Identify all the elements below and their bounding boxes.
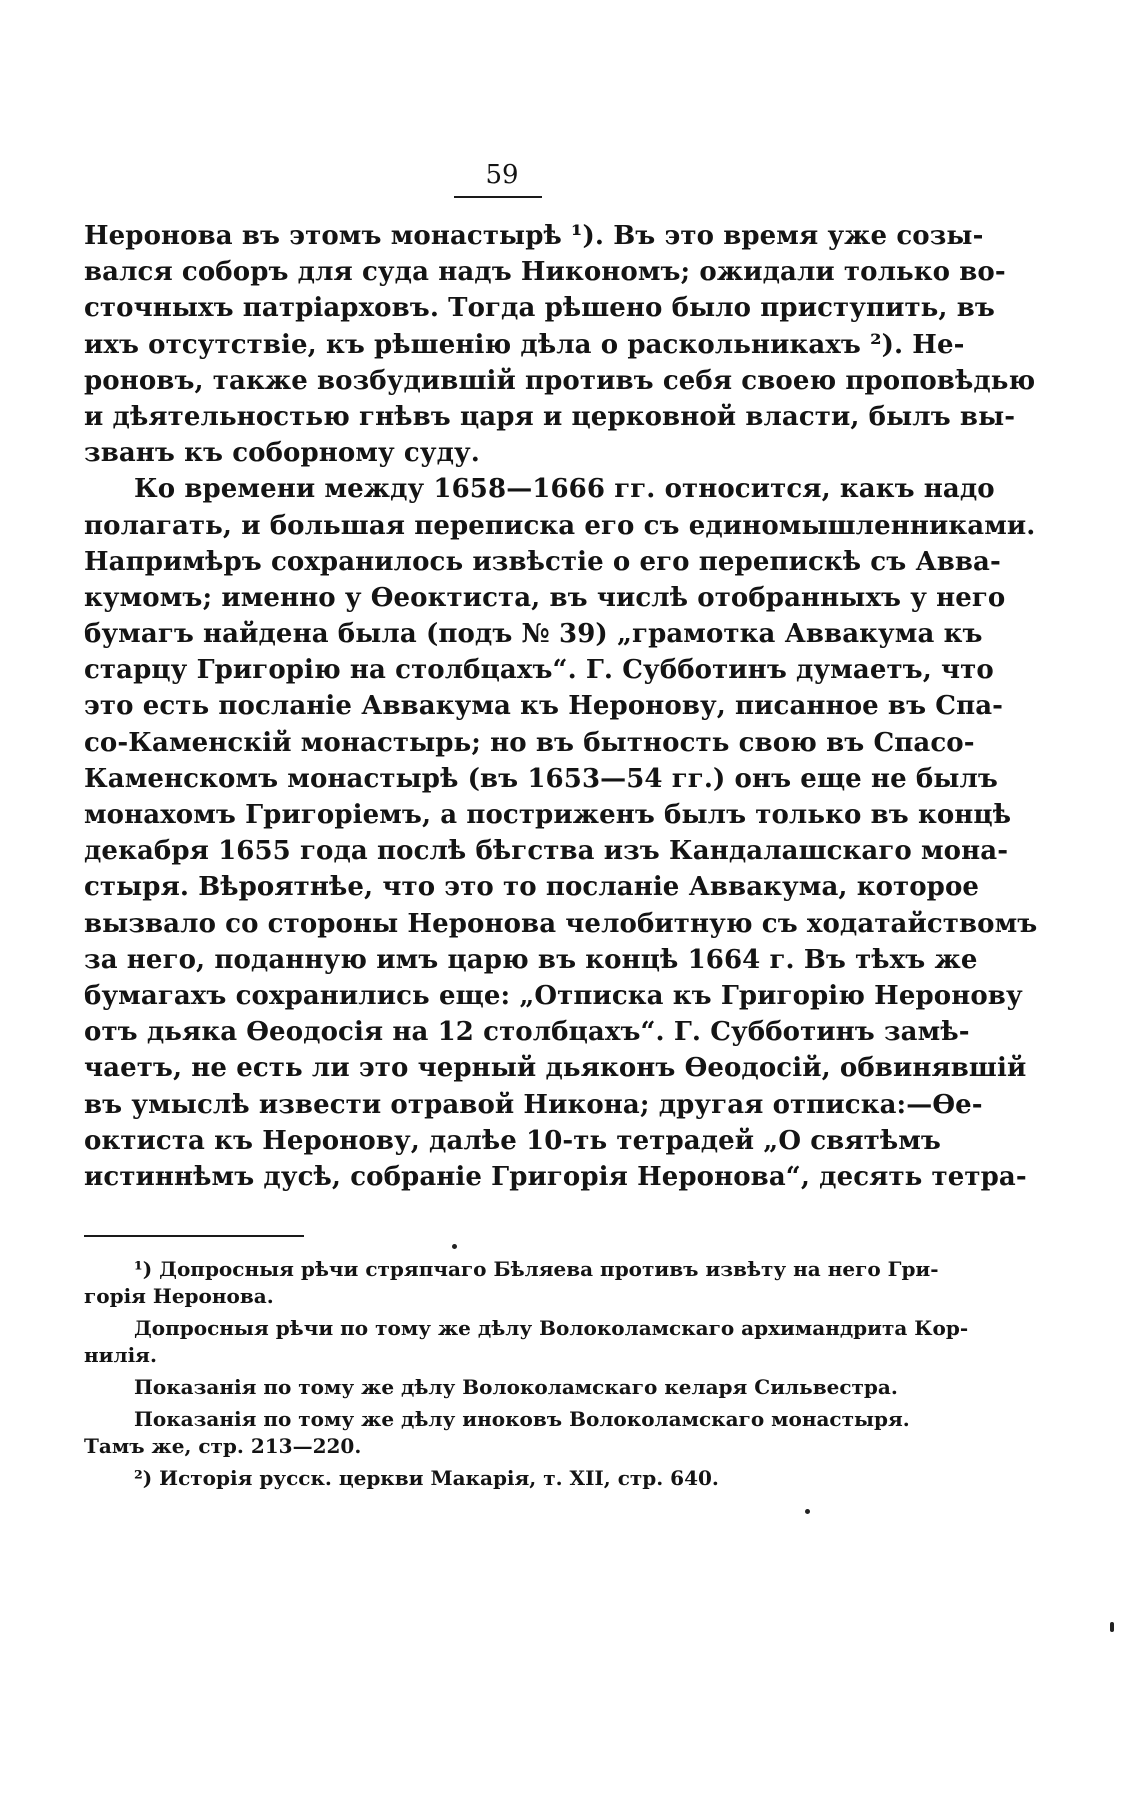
footnotes bbox=[84, 1256, 969, 1492]
text-line: старцу Григорію на столбцахъ“. Г. Субботинъ думаетъ, что bbox=[84, 655, 994, 686]
text-line: отъ дьяка Ѳеодосія на 12 столбцахъ“. Г. Субботинъ замѣ- bbox=[84, 1017, 970, 1048]
paragraph-start-line: Ко времени между 1658—1666 гг. относится, какъ надо bbox=[134, 474, 995, 505]
text-line: за него, поданную имъ царю въ концѣ 1664 г. Въ тѣхъ же bbox=[84, 944, 978, 975]
text-line: роновъ, также возбудившій противъ себя своею проповѣдью bbox=[84, 365, 1036, 396]
footnote-line: Тамъ же, стр. 213—220. bbox=[84, 1434, 362, 1458]
page-number: 59 bbox=[485, 160, 519, 190]
text-line: ихъ отсутствіе, къ рѣшенію дѣла о раскольникахъ ²). Не- bbox=[84, 329, 965, 360]
text-line: Напримѣръ сохранилось извѣстіе о его перепискѣ съ Авва- bbox=[84, 546, 1001, 577]
text-line: бумагахъ сохранились еще: „Отписка къ Григорію Неронову bbox=[84, 980, 1023, 1011]
text-line: вызвало со стороны Неронова челобитную съ ходатайствомъ bbox=[84, 908, 1038, 939]
footnote-line: горія Неронова. bbox=[84, 1284, 274, 1308]
footnote-line: ¹) Допросныя рѣчи стряпчаго Бѣляева противъ извѣту на него Гри- bbox=[134, 1257, 939, 1281]
text-line: октиста къ Неронову, далѣе 10-ть тетрадей „О святѣмъ bbox=[84, 1125, 941, 1156]
text-line: монахомъ Григоріемъ, а постриженъ былъ только въ концѣ bbox=[84, 800, 1012, 830]
footnote-line: Показанія по тому же дѣлу иноковъ Волоколамскаго монастыря. bbox=[134, 1407, 910, 1431]
text-line: вался соборъ для суда надъ Никономъ; ожидали только во- bbox=[84, 257, 1006, 288]
text-line: истиннѣмъ дусѣ, собраніе Григорія Неронова“, десять тетра- bbox=[84, 1161, 1027, 1192]
text-line: Каменскомъ монастырѣ (въ 1653—54 гг.) онъ еще не былъ bbox=[84, 763, 998, 794]
text-line: стыря. Вѣроятнѣе, что это то посланіе Аввакума, которое bbox=[84, 872, 980, 903]
footnote-line: Показанія по тому же дѣлу Волоколамскаго келаря Сильвестра. bbox=[134, 1375, 898, 1399]
text-line: со-Каменскій монастырь; но въ бытность свою въ Спасо- bbox=[84, 727, 975, 758]
page-number-rule bbox=[454, 196, 542, 198]
footnote-line: ²) Исторія русск. церкви Макарія, т. XII, стр. 640. bbox=[134, 1466, 719, 1490]
footnote-line: нилія. bbox=[84, 1343, 157, 1367]
text-line: Неронова въ этомъ монастырѣ ¹). Въ это время уже созы- bbox=[84, 221, 984, 251]
text-line: бумагъ найдена была (подъ № 39) „грамотка Аввакума къ bbox=[84, 619, 983, 650]
text-line: сточныхъ патріарховъ. Тогда рѣшено было приступить, въ bbox=[84, 293, 995, 324]
text-line: это есть посланіе Аввакума къ Неронову, писанное въ Спа- bbox=[84, 691, 1004, 722]
text-line: чаетъ, не есть ли это черный дьяконъ Ѳеодосій, обвинявшій bbox=[84, 1053, 1027, 1084]
text-line: и дѣятельностью гнѣвъ царя и церковной власти, былъ вы- bbox=[84, 401, 1016, 432]
ink-speck bbox=[805, 1509, 810, 1514]
text-line: въ умыслѣ извести отравой Никона; другая отписка:—Ѳе- bbox=[84, 1089, 983, 1120]
body-text bbox=[84, 218, 1038, 1195]
footnote-separator bbox=[84, 1235, 304, 1237]
text-line: званъ къ соборному суду. bbox=[84, 438, 480, 469]
ink-speck bbox=[452, 1244, 457, 1249]
text-line: полагать, и большая переписка его съ единомышленниками. bbox=[84, 510, 1036, 541]
footnote-line: Допросныя рѣчи по тому же дѣлу Волоколамскаго архимандрита Кор- bbox=[134, 1316, 969, 1340]
text-line: декабря 1655 года послѣ бѣгства изъ Кандалашскаго мона- bbox=[84, 836, 1009, 867]
ink-speck bbox=[1110, 1622, 1114, 1632]
text-line: кумомъ; именно у Ѳеоктиста, въ числѣ отобранныхъ у него bbox=[84, 582, 1006, 613]
